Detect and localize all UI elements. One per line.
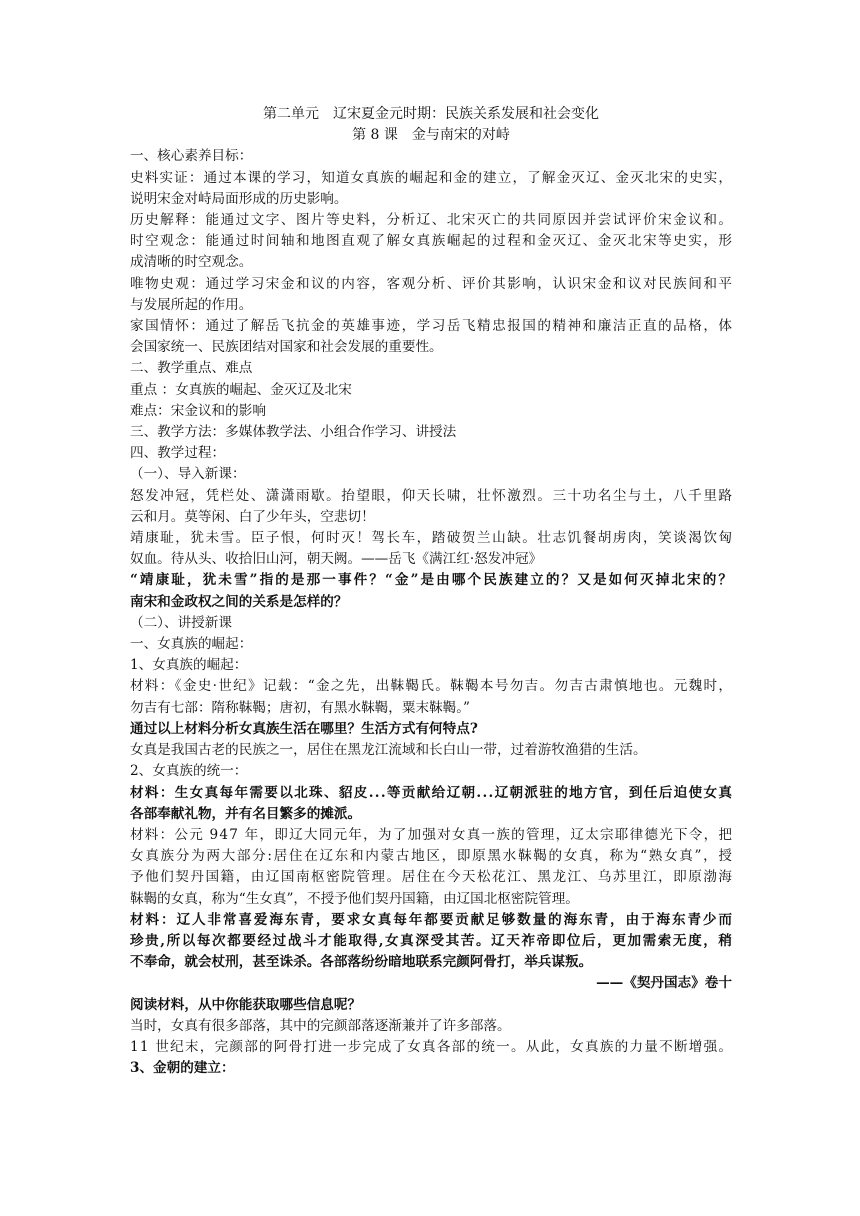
text-line: 重点 ：女真族的崛起、金灭辽及北宋 <box>130 381 352 398</box>
text-line: 奴血。待从头、收拾旧山河，朝天阙。——岳飞《满江红·怒发冲冠》 <box>130 551 543 568</box>
text-line: 勿吉有七部：隋称靺鞨；唐初，有黑水靺鞨，粟末靺鞨。” <box>130 699 470 716</box>
text-line: （二）、讲授新课 <box>130 614 232 631</box>
text-line: 11 世纪末，完颜部的阿骨打进一步完成了女真各部的统一。从此，女真族的力量不断增强。 <box>130 1038 734 1055</box>
text-line: 四、教学过程： <box>130 445 226 462</box>
text-line: （一）、导入新课： <box>130 466 246 483</box>
text-line: 二、教学重点、难点 <box>130 360 253 377</box>
text-line: 唯物史观：通过学习宋金和议的内容，客观分析、评价其影响，认识宋金和议对民族间和平 <box>130 275 734 292</box>
text-line: 2、女真族的统一： <box>130 763 248 780</box>
text-line: 难点：宋金议和的影响 <box>130 402 266 419</box>
text-line: 怒发冲冠，凭栏处、潇潇雨歇。抬望眼，仰天长啸，壮怀激烈。三十功名尘与土，八千里路 <box>130 487 734 504</box>
text-line: 南宋和金政权之间的关系是怎样的？ <box>130 593 348 610</box>
document-body <box>130 146 735 1079</box>
text-line: 说明宋金对峙局面形成的历史影响。 <box>130 190 348 207</box>
text-line: 与发展所起的作用。 <box>130 296 253 313</box>
unit-title: 第二单元 辽宋夏金元时期：民族关系发展和社会变化 <box>263 106 599 122</box>
text-line: 家国情怀：通过了解岳飞抗金的英雄事迹，学习岳飞精忠报国的精神和廉洁正直的品格，体 <box>130 318 734 335</box>
text-line: 成清晰的时空观念。 <box>130 254 253 271</box>
text-line: 云和月。莫等闲、白了少年头，空悲切！ <box>130 508 375 525</box>
lesson-title: 第 8 课 金与南宋的对峙 <box>352 127 510 144</box>
text-line: ——《契丹国志》卷十 <box>596 975 732 992</box>
text-line: 通过以上材料分析女真族生活在哪里？生活方式有何特点? <box>130 720 478 737</box>
text-line: 1、女真族的崛起： <box>130 657 248 674</box>
text-line: 三、教学方法：多媒体教学法、小组合作学习、讲授法 <box>130 424 457 441</box>
text-line: 3、金朝的建立： <box>130 1060 235 1077</box>
document-page <box>130 104 735 1079</box>
text-line: 予他们契丹国籍，由辽国南枢密院管理。居住在今天松花江、黑龙江、乌苏里江，即原渤海 <box>130 869 734 886</box>
text-line: 珍贵,所以每次都要经过战斗才能取得,女真深受其苦。辽天祚帝即位后，更加需索无度，稍 <box>130 932 734 949</box>
text-line: 材料：辽人非常喜爱海东青，要求女真每年都要贡献足够数量的海东青，由于海东青少而 <box>130 911 734 928</box>
text-line: 史料实证：通过本课的学习，知道女真族的崛起和金的建立，了解金灭辽、金灭北宋的史实， <box>130 169 734 186</box>
text-line: 材料：《金史·世纪》记载：“金之先，出靺鞨氏。靺鞨本号勿吉。勿吉古肃慎地也。元魏时， <box>130 678 734 695</box>
text-line: “靖康耻，犹未雪”指的是那一事件？“金”是由哪个民族建立的？又是如何灭掉北宋的？ <box>130 572 735 589</box>
text-line: 历史解释：能通过文字、图片等史料，分析辽、北宋灭亡的共同原因并尝试评价宋金议和。 <box>130 212 734 229</box>
text-line: 不奉命，就会杖刑，甚至诛杀。各部落纷纷暗地联系完颜阿骨打，举兵谋叛。 <box>130 954 593 971</box>
text-line: 女真族分为两大部分:居住在辽东和内蒙古地区，即原黑水靺鞨的女真，称为“熟女真”，授 <box>130 848 734 865</box>
text-line: 时空观念：能通过时间轴和地图直观了解女真族崛起的过程和金灭辽、金灭北宋等史实，形 <box>130 233 734 250</box>
text-line: 靺鞨的女真，称为“生女真”，不授予他们契丹国籍，由辽国北枢密院管理。 <box>130 890 579 907</box>
text-line: 当时，女真有很多部落，其中的完颜部落逐渐兼并了许多部落。 <box>130 1017 511 1034</box>
text-line: 一、核心素养目标： <box>130 148 253 165</box>
text-line: 阅读材料，从中你能获取哪些信息呢？ <box>130 996 362 1013</box>
text-line: 靖康耻，犹未雪。臣子恨，何时灭！驾长车，踏破贺兰山缺。壮志饥餐胡虏肉，笑谈渴饮匈 <box>130 530 734 547</box>
text-line: 材料：公元 947 年，即辽大同元年，为了加强对女真一族的管理，辽太宗耶律德光下令，把 <box>130 826 734 843</box>
text-line: 各部奉献礼物，并有名目繁多的摊派。 <box>130 805 362 822</box>
text-line: 会国家统一、民族团结对国家和社会发展的重要性。 <box>130 339 443 356</box>
text-line: 一、女真族的崛起： <box>130 636 253 653</box>
text-line: 材料：生女真每年需要以北珠、貂皮...等贡献给辽朝...辽朝派驻的地方官，到任后迫使女真 <box>130 784 734 801</box>
text-line: 女真是我国古老的民族之一，居住在黑龙江流域和长白山一带，过着游牧渔猎的生活。 <box>130 742 647 759</box>
